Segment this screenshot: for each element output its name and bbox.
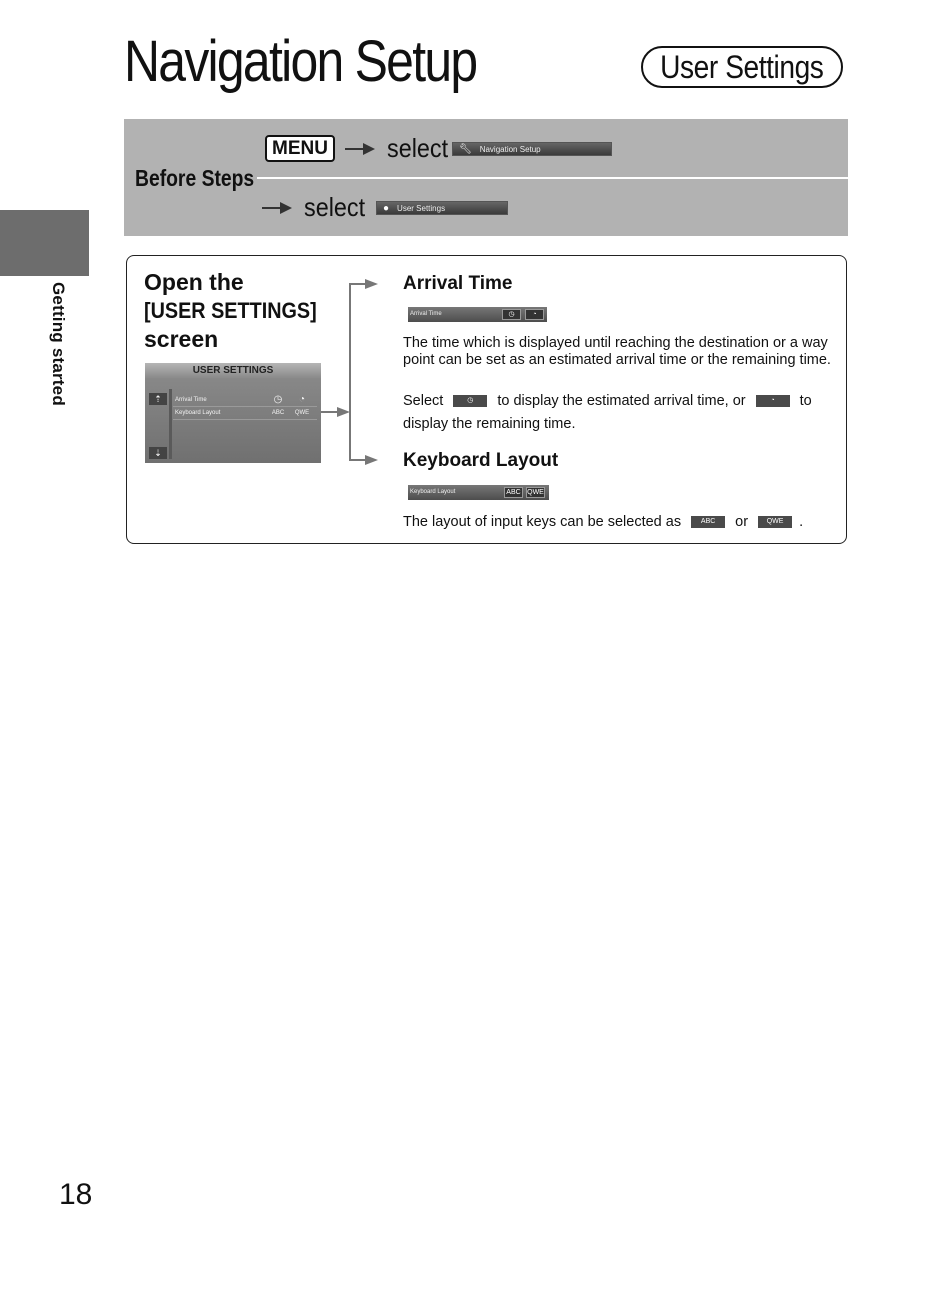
menu-key: MENU [265, 135, 335, 162]
abc-option-label: ABC [504, 487, 523, 498]
user-settings-button [376, 201, 508, 215]
before-steps-label: Before Steps [135, 165, 255, 191]
screenshot-row-arrival [173, 394, 317, 407]
keyboard-layout-heading: Keyboard Layout [403, 450, 559, 471]
keyboard-layout-strip [408, 485, 549, 500]
step1-arrow-icon [345, 148, 373, 150]
select-mid: to display the estimated arrival time, or [497, 393, 746, 409]
connector-bracket [349, 283, 351, 460]
step1-select-word: select [387, 133, 449, 163]
scroll-down-icon: ⇣ [149, 447, 167, 459]
arrival-time-select-line2: display the remaining time. [403, 416, 576, 432]
screenshot-scrollbar [169, 389, 172, 459]
timer-icon: ◔ [756, 395, 790, 407]
clock-icon: ◷ [502, 309, 521, 320]
keyboard-strip-label: Keyboard Layout [410, 489, 456, 495]
before-steps-divider [257, 177, 848, 179]
screenshot-abc-label: ABC [271, 410, 285, 416]
connector-arrowhead-icon [365, 455, 378, 465]
wrench-icon: 🔧︎ [459, 143, 472, 155]
connector-arrowhead-icon [365, 279, 378, 289]
page-title: Navigation Setup [124, 29, 477, 94]
open-screen-title [144, 268, 334, 353]
navigation-setup-button-label: Navigation Setup [479, 144, 541, 154]
arrival-time-strip [408, 307, 547, 322]
side-tab-label: Getting started [49, 282, 68, 406]
side-tab-marker [0, 210, 89, 276]
clock-icon: ◷ [273, 394, 283, 405]
screenshot-row-label: Keyboard Layout [175, 410, 221, 416]
abc-chip: ABC [691, 516, 725, 528]
arrival-time-heading: Arrival Time [403, 273, 513, 294]
navigation-setup-button [452, 142, 612, 156]
screenshot-row-keyboard [173, 407, 317, 420]
person-icon: ● [383, 202, 390, 214]
section-badge-label: User Settings [660, 48, 824, 85]
keyboard-desc-prefix: The layout of input keys can be selected as [403, 514, 682, 530]
timer-icon: ◔ [525, 309, 544, 320]
open-title-line2: [USER SETTINGS] [144, 298, 317, 323]
screenshot-header: USER SETTINGS [145, 363, 321, 378]
qwe-option-label: QWE [527, 489, 544, 496]
arrival-strip-label: Arrival Time [410, 311, 442, 317]
period: . [799, 514, 804, 530]
select-suffix: to [799, 393, 812, 409]
open-title-line3: screen [144, 326, 219, 352]
scroll-up-icon: ⇡ [149, 393, 167, 405]
qwe-chip: QWE [758, 516, 792, 528]
user-settings-button-label: User Settings [397, 203, 446, 213]
arrival-time-description: The time which is displayed until reaching the destination or a way point can be set as an estimated arrival time or the remaining time. [403, 335, 831, 368]
screenshot-row-label: Arrival Time [175, 397, 207, 403]
section-badge [641, 46, 843, 88]
page-number: 18 [59, 1178, 93, 1211]
timer-icon: ◔ [298, 394, 306, 405]
keyboard-layout-description [403, 514, 803, 531]
open-title-line1: Open the [144, 269, 244, 295]
select-prefix: Select [403, 393, 444, 409]
step2-select-word: select [304, 192, 366, 222]
screenshot-qwe-label: QWE [294, 410, 310, 416]
or-word: or [735, 514, 749, 530]
user-settings-screenshot [145, 363, 321, 463]
clock-icon: ◷ [453, 395, 487, 407]
step2-arrow-icon [262, 207, 290, 209]
arrival-time-select-line [403, 393, 833, 410]
